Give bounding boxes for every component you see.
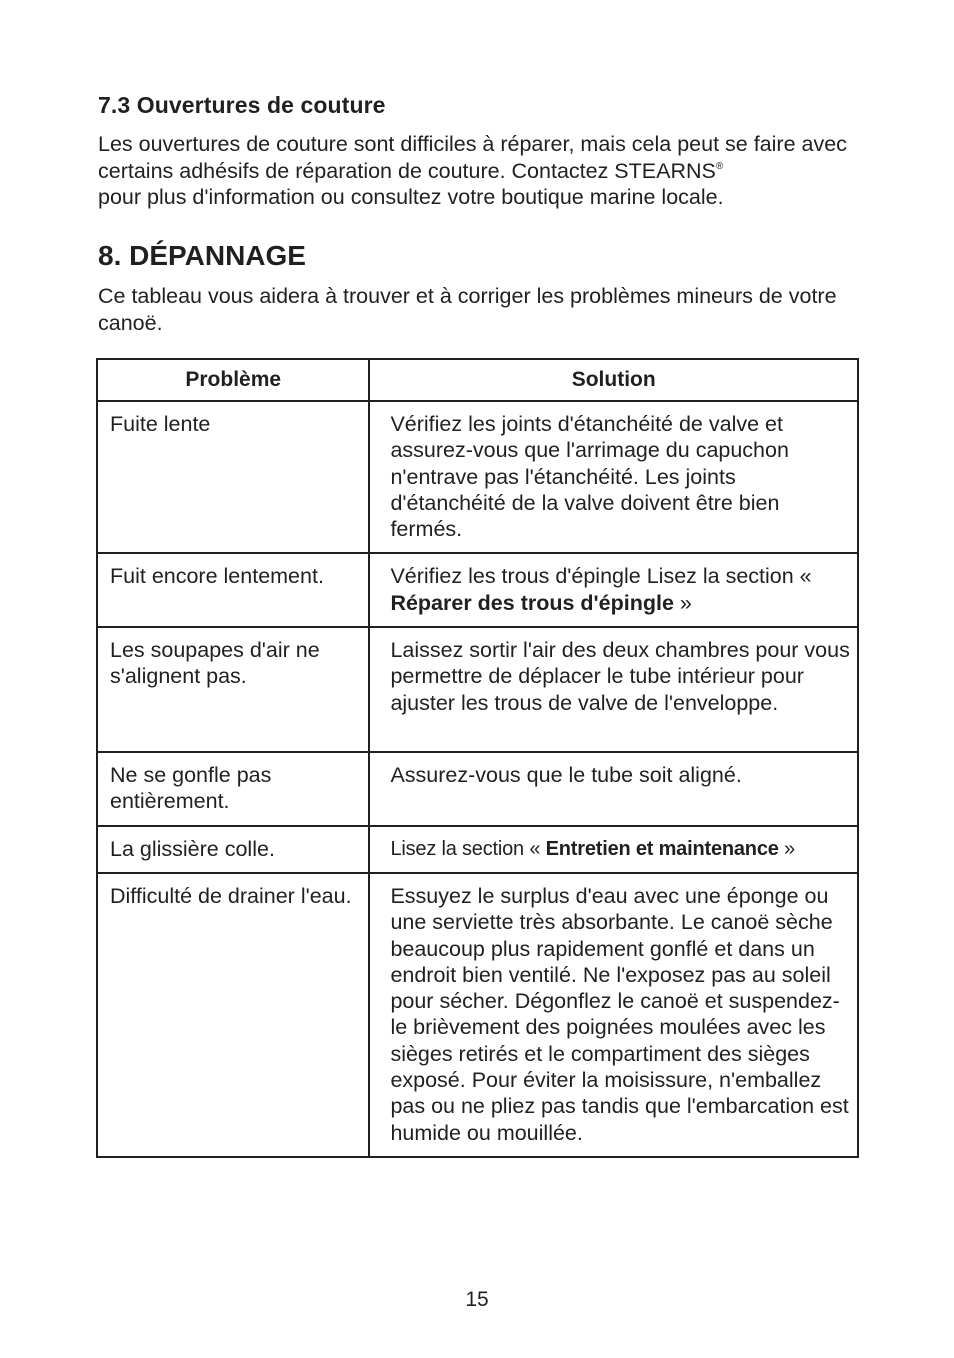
table-row xyxy=(97,873,858,1157)
column-header-solution: Solution xyxy=(369,359,858,401)
problem-cell: Ne se gonfle pas entièrement. xyxy=(97,752,369,826)
section-7-3-heading: 7.3 Ouvertures de couture xyxy=(98,92,386,118)
problem-cell: Difficulté de drainer l'eau. xyxy=(97,873,369,1157)
section-7-3-body xyxy=(98,131,860,211)
solution-cell xyxy=(369,826,858,873)
table-row xyxy=(97,627,858,752)
solution-text: Vérifiez les trous d'épingle Lisez la section « xyxy=(390,564,812,589)
solution-cell xyxy=(369,553,858,627)
column-header-problem: Problème xyxy=(97,359,369,401)
solution-cell: Laissez sortir l'air des deux chambres pour vous permettre de déplacer le tube intérieur pour ajuster les trous de valve de l'enveloppe. xyxy=(369,627,858,752)
solution-cell: Essuyez le surplus d'eau avec une éponge ou une serviette très absorbante. Le canoë sèche beaucoup plus rapidement gonflé et dans un endroit bien ventilé. Ne l'exposez pas au soleil pour sécher. Dégonflez le canoë et suspendez-le brièvement des poignées moulées avec les sièges retirés et le compartiment des sièges exposé. Pour éviter la moisissure, n'emballez pas ou ne pliez pas tandis que l'embarcation est humide ou mouillée. xyxy=(369,873,858,1157)
section-reference: Réparer des trous d'épingle xyxy=(390,590,674,615)
page-number: 15 xyxy=(465,1288,489,1311)
table-row xyxy=(97,826,858,873)
solution-text: Lisez la section « xyxy=(390,837,541,860)
table-row xyxy=(97,401,858,553)
solution-cell: Vérifiez les joints d'étanchéité de valve et assurez-vous que l'arrimage du capuchon n'entrave pas l'étanchéité. Les joints d'étanchéité de la valve doivent être bien fermés. xyxy=(369,401,858,553)
troubleshooting-table xyxy=(96,358,859,1158)
registered-trademark-mark: ® xyxy=(715,160,724,172)
solution-text-end: » xyxy=(784,837,795,860)
problem-cell: Fuit encore lentement. xyxy=(97,553,369,627)
section-7-3-body-text-cont: pour plus d'information ou consultez votre boutique marine locale. xyxy=(98,185,724,209)
problem-cell: Fuite lente xyxy=(97,401,369,553)
section-8-intro: Ce tableau vous aidera à trouver et à corriger les problèmes mineurs de votre canoë. xyxy=(98,284,837,335)
table-row xyxy=(97,553,858,627)
problem-cell: La glissière colle. xyxy=(97,826,369,873)
solution-text-end: » xyxy=(679,590,692,615)
section-reference: Entretien et maintenance xyxy=(545,837,779,860)
section-7-3-body-text: Les ouvertures de couture sont difficiles à réparer, mais cela peut se faire avec certains adhésifs de réparation de couture. Contactez STEARNS xyxy=(98,132,847,183)
table-header-row xyxy=(97,359,858,401)
section-8-heading: 8. DÉPANNAGE xyxy=(98,240,306,271)
problem-cell: Les soupapes d'air ne s'alignent pas. xyxy=(97,627,369,752)
solution-cell: Assurez-vous que le tube soit aligné. xyxy=(369,752,858,826)
table-row xyxy=(97,752,858,826)
